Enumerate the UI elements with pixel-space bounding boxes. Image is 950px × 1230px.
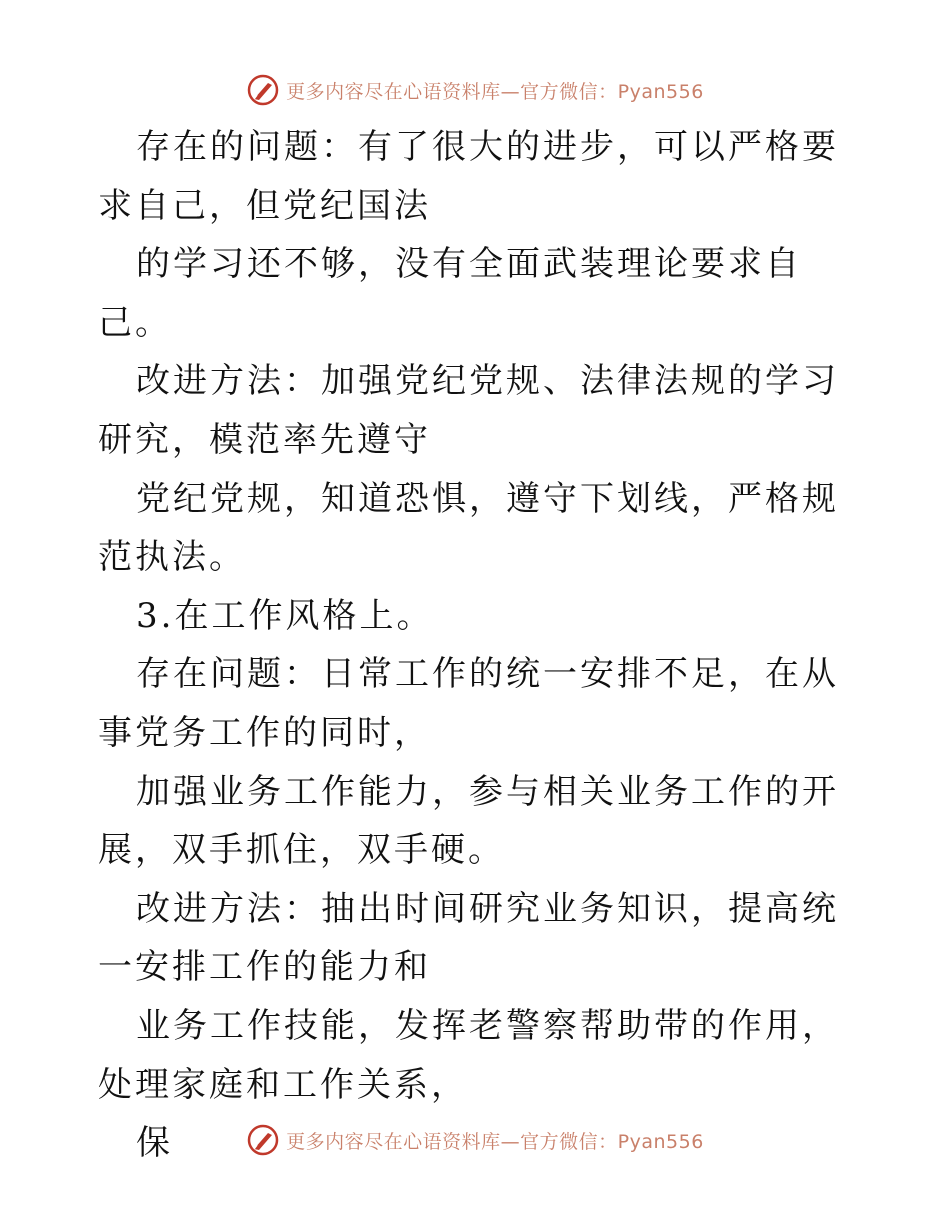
quill-pen-icon	[246, 73, 280, 107]
paragraph: 保	[136, 1123, 173, 1164]
paragraph: 改进方法：加强党纪党规、法律法规的学习研究，模范率先遵守	[98, 361, 839, 460]
document-body	[98, 118, 858, 1173]
quill-pen-icon	[246, 1123, 280, 1157]
section-heading: 3.在工作风格上。	[136, 595, 434, 636]
paragraph: 改进方法：抽出时间研究业务知识，提高统一安排工作的能力和	[98, 888, 839, 988]
footer-banner-text: 更多内容尽在心语资料库—官方微信：Pyan556	[286, 1130, 704, 1153]
paragraph: 党纪党规，知道恐惧，遵守下划线，严格规范执法。	[98, 478, 839, 578]
header-watermark	[0, 70, 950, 110]
header-banner-text: 更多内容尽在心语资料库—官方微信：Pyan556	[286, 80, 704, 103]
paragraph: 的学习还不够，没有全面武装理论要求自己。	[98, 244, 802, 343]
paragraph: 加强业务工作能力，参与相关业务工作的开展，双手抓住，双手硬。	[98, 771, 839, 871]
paragraph: 存在问题：日常工作的统一安排不足，在从事党务工作的同时，	[98, 654, 839, 753]
footer-watermark	[0, 1120, 950, 1160]
paragraph: 存在的问题：有了很大的进步，可以严格要求自己，但党纪国法	[98, 127, 839, 226]
paragraph: 业务工作技能，发挥老警察帮助带的作用，处理家庭和工作关系，	[98, 1005, 839, 1105]
